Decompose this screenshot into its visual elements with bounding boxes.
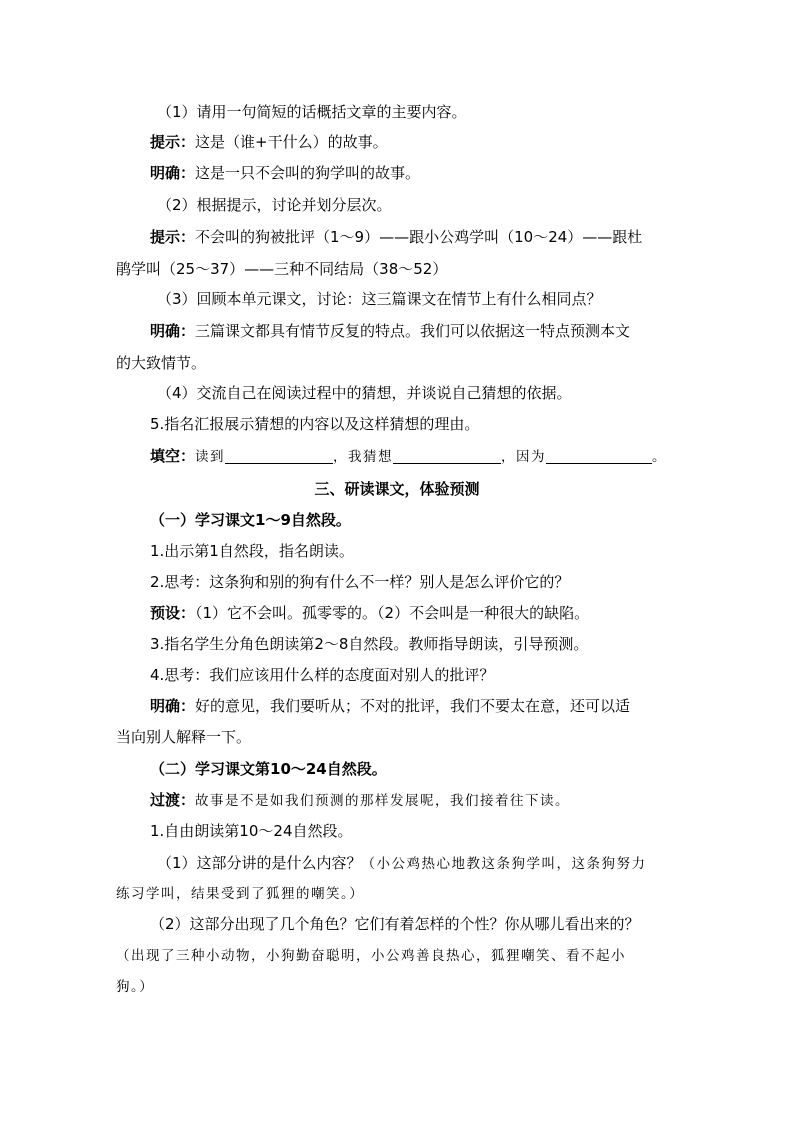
hint-2-cont: 鹃学叫（25～37）——三种不同结局（38～52） — [116, 260, 448, 278]
fill-text-b: ，我猜想 — [333, 449, 394, 465]
fill-text-d: 。 — [652, 449, 668, 465]
clarify-text: 好的意见，我们要听从；不对的批评，我们不要太在意，还可以适 — [195, 697, 631, 715]
fill-text-a: 读到 — [195, 449, 226, 465]
hint-2 — [150, 226, 710, 248]
clarify-2-cont: 的大致情节。 — [116, 354, 207, 372]
preset-text: （1）它不会叫。孤零零的。（2）不会叫是一种很大的缺陷。 — [195, 604, 590, 622]
step-5: 5.指名汇报展示猜想的内容以及这样猜想的理由。 — [150, 415, 480, 433]
answer-cont: 练习学叫，结果受到了狐狸的嘲笑。） — [116, 886, 365, 902]
step-4: 4.思考：我们应该用什么样的态度面对别人的批评？ — [150, 666, 495, 684]
preset-label: 预设： — [150, 604, 196, 622]
hint-1 — [150, 131, 710, 153]
question-2: （2）根据提示，讨论并划分层次。 — [157, 196, 392, 214]
hint-label: 提示： — [150, 228, 196, 246]
question-text: （1）这部分讲的是什么内容？ — [157, 854, 362, 872]
question-content — [157, 852, 717, 875]
clarify-2 — [150, 320, 710, 342]
answer-text: （小公鸡热心地教这条狗学叫，这条狗努力 — [361, 856, 647, 872]
clarify-1 — [150, 162, 710, 184]
hint-text: 这是（谁+干什么）的故事。 — [195, 133, 388, 151]
step-2: 2.思考：这条狗和别的狗有什么不一样？别人是怎么评价它的？ — [150, 573, 570, 591]
clarify-3-cont: 当向别人解释一下。 — [116, 728, 252, 746]
blank-3[interactable] — [546, 447, 652, 464]
section-heading: 三、研读课文，体验预测 — [314, 480, 480, 498]
fill-text-c: ，因为 — [501, 449, 547, 465]
hint-label: 提示： — [150, 133, 196, 151]
blank-2[interactable] — [393, 447, 501, 464]
question-roles: （2）这部分出现了几个角色？它们有着怎样的个性？你从哪儿看出来的？ — [150, 915, 640, 933]
blank-1[interactable] — [225, 447, 333, 464]
question-4: （4）交流自己在阅读过程中的猜想，并谈说自己猜想的依据。 — [157, 384, 572, 402]
answer-roles: （出现了三种小动物，小狗勤奋聪明，小公鸡善良热心，狐狸嘲笑、看不起小 — [116, 948, 626, 964]
clarify-3 — [150, 695, 710, 717]
transition — [150, 789, 710, 812]
step-3: 3.指名学生分角色朗读第2～8自然段。教师指导朗读，引导预测。 — [150, 635, 589, 653]
fill-in-line — [150, 445, 710, 468]
question-3: （3）回顾本单元课文，讨论：这三篇课文在情节上有什么相同点？ — [157, 290, 602, 308]
step-1: 1.出示第1自然段，指名朗读。 — [150, 542, 354, 560]
clarify-label: 明确： — [150, 164, 196, 182]
clarify-label: 明确： — [150, 322, 196, 340]
question-1: （1）请用一句简短的话概括文章的主要内容。 — [157, 103, 467, 121]
transition-label: 过渡： — [150, 791, 196, 809]
clarify-text: 三篇课文都具有情节反复的特点。我们可以依据这一特点预测本文 — [195, 322, 631, 340]
transition-text: 故事是不是如我们预测的那样发展呢，我们接着往下读。 — [195, 793, 571, 809]
subsection-heading-1: （一）学习课文1～9自然段。 — [150, 511, 351, 529]
step-1b: 1.自由朗读第10～24自然段。 — [150, 822, 353, 840]
clarify-label: 明确： — [150, 697, 196, 715]
preset — [150, 602, 710, 624]
hint-text: 不会叫的狗被批评（1～9）——跟小公鸡学叫（10～24）——跟杜 — [195, 228, 643, 246]
clarify-text: 这是一只不会叫的狗学叫的故事。 — [195, 164, 421, 182]
answer-roles-cont: 狗。） — [116, 979, 155, 995]
subsection-heading-2: （二）学习课文第10～24自然段。 — [150, 760, 387, 778]
fill-label: 填空： — [150, 447, 196, 465]
